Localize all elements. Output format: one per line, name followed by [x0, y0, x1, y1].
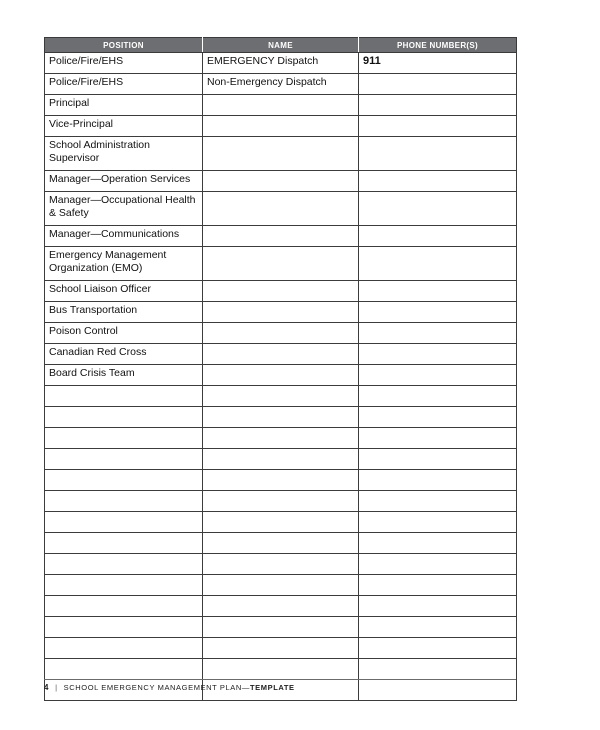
table-row [45, 596, 517, 617]
name-cell[interactable] [203, 116, 359, 137]
name-cell[interactable] [203, 95, 359, 116]
table-row [45, 226, 517, 247]
name-cell[interactable] [203, 659, 359, 680]
table-row [45, 554, 517, 575]
position-cell[interactable]: Vice-Principal [45, 116, 203, 137]
phone-cell[interactable] [359, 470, 517, 491]
position-cell[interactable] [45, 596, 203, 617]
phone-cell[interactable] [359, 575, 517, 596]
table-row [45, 53, 517, 74]
name-cell[interactable]: EMERGENCY Dispatch [203, 53, 359, 74]
phone-cell[interactable] [359, 281, 517, 302]
table-row [45, 281, 517, 302]
name-cell[interactable] [203, 365, 359, 386]
name-cell[interactable] [203, 533, 359, 554]
table-row [45, 449, 517, 470]
name-cell[interactable] [203, 491, 359, 512]
table-row [45, 171, 517, 192]
table-row [45, 137, 517, 171]
name-cell[interactable] [203, 554, 359, 575]
phone-cell[interactable] [359, 365, 517, 386]
position-cell[interactable] [45, 617, 203, 638]
position-cell[interactable] [45, 407, 203, 428]
name-cell[interactable] [203, 386, 359, 407]
phone-cell[interactable] [359, 491, 517, 512]
name-cell[interactable] [203, 575, 359, 596]
position-cell[interactable] [45, 491, 203, 512]
phone-cell[interactable] [359, 192, 517, 226]
footer-separator: | [55, 683, 58, 692]
phone-cell[interactable] [359, 226, 517, 247]
table-row [45, 533, 517, 554]
table-row [45, 95, 517, 116]
position-cell[interactable] [45, 575, 203, 596]
phone-cell[interactable] [359, 95, 517, 116]
position-cell[interactable] [45, 659, 203, 680]
phone-cell[interactable] [359, 116, 517, 137]
position-cell[interactable] [45, 512, 203, 533]
position-cell[interactable] [45, 386, 203, 407]
phone-cell[interactable] [359, 74, 517, 95]
name-cell[interactable] [203, 323, 359, 344]
page-footer [44, 683, 295, 692]
table-row [45, 575, 517, 596]
name-cell[interactable] [203, 596, 359, 617]
name-cell[interactable] [203, 512, 359, 533]
table-header-row [45, 38, 517, 53]
phone-cell[interactable] [359, 554, 517, 575]
phone-cell[interactable] [359, 386, 517, 407]
position-cell[interactable]: Principal [45, 95, 203, 116]
table-row [45, 247, 517, 281]
phone-cell[interactable] [359, 137, 517, 171]
position-cell[interactable]: Poison Control [45, 323, 203, 344]
position-cell[interactable]: Manager—Communications [45, 226, 203, 247]
table-row [45, 74, 517, 95]
phone-cell[interactable]: 911 [359, 53, 517, 74]
name-cell[interactable] [203, 470, 359, 491]
position-cell[interactable] [45, 533, 203, 554]
position-cell[interactable]: Police/Fire/EHS [45, 74, 203, 95]
name-cell[interactable] [203, 638, 359, 659]
phone-cell[interactable] [359, 171, 517, 192]
phone-cell[interactable] [359, 638, 517, 659]
phone-cell[interactable] [359, 617, 517, 638]
name-cell[interactable] [203, 428, 359, 449]
column-header-phone: PHONE NUMBER(S) [359, 38, 517, 53]
table-row [45, 192, 517, 226]
name-cell[interactable] [203, 226, 359, 247]
phone-cell[interactable] [359, 659, 517, 680]
phone-cell[interactable] [359, 407, 517, 428]
phone-cell[interactable] [359, 302, 517, 323]
table-row [45, 512, 517, 533]
document-title-suffix: TEMPLATE [250, 683, 295, 692]
phone-cell[interactable] [359, 344, 517, 365]
page-number: 4 [44, 683, 50, 692]
name-cell[interactable] [203, 247, 359, 281]
name-cell[interactable] [203, 281, 359, 302]
position-cell[interactable]: Bus Transportation [45, 302, 203, 323]
name-cell[interactable] [203, 617, 359, 638]
phone-cell[interactable] [359, 512, 517, 533]
phone-cell[interactable] [359, 680, 517, 701]
table-row [45, 344, 517, 365]
name-cell[interactable] [203, 407, 359, 428]
table-row [45, 470, 517, 491]
position-cell[interactable] [45, 428, 203, 449]
position-cell[interactable]: School Administration Supervisor [45, 137, 203, 171]
position-cell[interactable]: Board Crisis Team [45, 365, 203, 386]
name-cell[interactable] [203, 137, 359, 171]
name-cell[interactable] [203, 302, 359, 323]
table-row [45, 491, 517, 512]
table-row [45, 659, 517, 680]
table-row [45, 302, 517, 323]
position-cell[interactable]: Canadian Red Cross [45, 344, 203, 365]
name-cell[interactable] [203, 449, 359, 470]
table-row [45, 638, 517, 659]
table-row [45, 617, 517, 638]
table-row [45, 407, 517, 428]
name-cell[interactable] [203, 344, 359, 365]
table-row [45, 386, 517, 407]
name-cell[interactable] [203, 171, 359, 192]
column-header-position: POSITION [45, 38, 203, 53]
table-row [45, 323, 517, 344]
position-cell[interactable]: School Liaison Officer [45, 281, 203, 302]
table-row [45, 116, 517, 137]
phone-cell[interactable] [359, 596, 517, 617]
phone-cell[interactable] [359, 428, 517, 449]
name-cell[interactable]: Non-Emergency Dispatch [203, 74, 359, 95]
footer-divider [44, 679, 516, 680]
document-title: SCHOOL EMERGENCY MANAGEMENT PLAN— [63, 683, 250, 692]
phone-cell[interactable] [359, 533, 517, 554]
position-cell[interactable] [45, 449, 203, 470]
table-body [45, 53, 517, 701]
table-row [45, 365, 517, 386]
name-cell[interactable] [203, 192, 359, 226]
phone-cell[interactable] [359, 247, 517, 281]
phone-cell[interactable] [359, 323, 517, 344]
emergency-contacts-table [44, 37, 517, 701]
phone-cell[interactable] [359, 449, 517, 470]
position-cell[interactable]: Police/Fire/EHS [45, 53, 203, 74]
position-cell[interactable] [45, 554, 203, 575]
table-row [45, 428, 517, 449]
position-cell[interactable]: Emergency Management Organization (EMO) [45, 247, 203, 281]
position-cell[interactable]: Manager—Operation Services [45, 171, 203, 192]
position-cell[interactable]: Manager—Occupational Health & Safety [45, 192, 203, 226]
position-cell[interactable] [45, 470, 203, 491]
column-header-name: NAME [203, 38, 359, 53]
position-cell[interactable] [45, 638, 203, 659]
